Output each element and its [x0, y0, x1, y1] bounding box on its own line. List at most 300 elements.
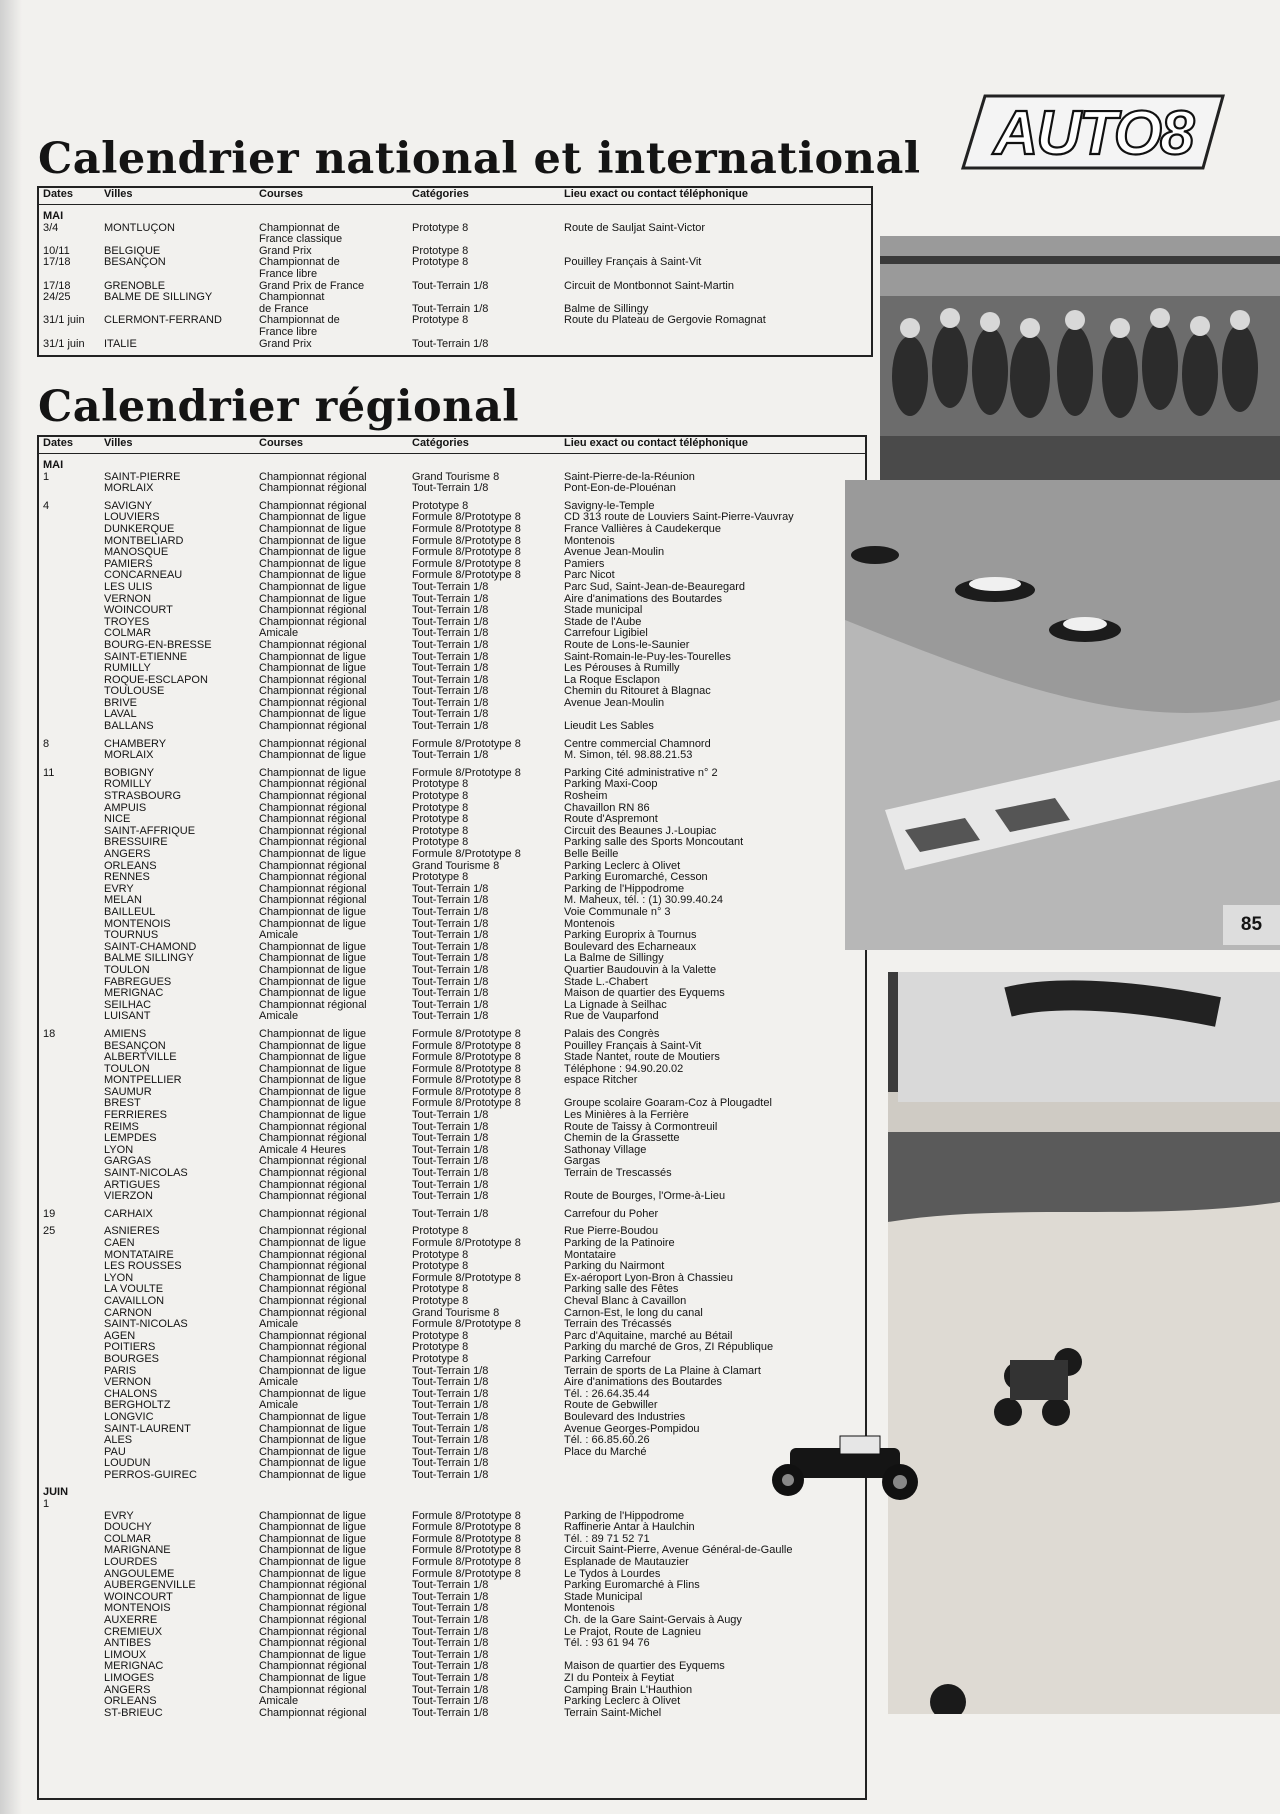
category-cell: Formule 8/Prototype 8	[412, 1237, 521, 1249]
category-cell: Tout-Terrain 1/8	[412, 952, 489, 965]
date-cell: 31/1 juin	[43, 337, 85, 350]
city-cell: COLMAR	[104, 1532, 152, 1545]
location-cell: Tél. : 89 71 52 71	[564, 1532, 650, 1545]
header-city-cell: Villes	[104, 437, 133, 449]
location-cell: Circuit Saint-Pierre, Avenue Général-de-Gaulle	[564, 1544, 793, 1557]
table-row	[39, 930, 865, 942]
month-label: MAI	[43, 459, 64, 471]
table-row	[39, 257, 871, 269]
category-cell: Formule 8/Prototype 8	[412, 546, 521, 559]
category-cell: Tout-Terrain 1/8	[412, 1207, 489, 1220]
location-cell: Carnon-Est, le long du canal	[564, 1306, 703, 1319]
race-cell: Championnat régional	[259, 1625, 367, 1638]
regional-calendar-table	[37, 435, 867, 1800]
location-cell: Parking Euromarché, Cesson	[564, 871, 708, 884]
city-cell: ORLEANS	[104, 1695, 157, 1708]
table-row	[39, 721, 865, 733]
category-cell: Tout-Terrain 1/8	[412, 580, 489, 593]
race-cell: Championnat régional	[259, 720, 367, 733]
location-cell: Chemin du Ritouret à Blagnac	[564, 685, 711, 698]
city-cell: SEILHAC	[104, 998, 152, 1011]
city-cell: MONTENOIS	[104, 917, 171, 930]
category-cell: Prototype 8	[412, 1329, 469, 1342]
race-cell: Championnat de ligue	[259, 1590, 367, 1603]
category-cell: Tout-Terrain 1/8	[412, 1683, 489, 1696]
location-cell: Parc Sud, Saint-Jean-de-Beauregard	[564, 580, 745, 593]
table-row	[39, 849, 865, 861]
location-cell: Parking salle des Fêtes	[564, 1283, 679, 1296]
race-cell: Grand Prix de France	[259, 279, 365, 292]
race-cell: Championnat régional	[259, 1225, 367, 1238]
category-cell: Formule 8/Prototype 8	[412, 737, 521, 750]
city-cell: LIMOUX	[104, 1648, 147, 1661]
category-cell: Tout-Terrain 1/8	[412, 615, 489, 628]
race-cell: Championnat de ligue	[259, 1051, 367, 1064]
city-cell: LES ROUSSES	[104, 1260, 182, 1273]
race-cell: Championnat régional	[259, 871, 367, 884]
category-cell: Tout-Terrain 1/8	[412, 337, 489, 350]
location-cell: Parking du Nairmont	[564, 1260, 665, 1273]
race-cell: Championnat de ligue	[259, 1648, 367, 1661]
location-cell: Chavaillon RN 86	[564, 801, 650, 814]
race-cell: Championnat de ligue	[259, 848, 367, 860]
race-cell: Amicale 4 Heures	[259, 1143, 346, 1156]
location-cell: Parking Cité administrative n° 2	[564, 766, 718, 779]
category-cell: Tout-Terrain 1/8	[412, 673, 489, 686]
city-cell: MORLAIX	[104, 482, 154, 495]
date-cell: 10/11	[43, 244, 70, 257]
rc-buggy-cutout	[760, 1430, 930, 1505]
date-cell: 31/1 juin	[43, 314, 85, 327]
date-cell: 18	[43, 1027, 56, 1040]
category-cell: Prototype 8	[412, 221, 469, 234]
location-cell: Stade L.-Chabert	[564, 975, 648, 988]
race-cell: Championnat régional	[259, 859, 367, 872]
table-row	[39, 1110, 865, 1122]
city-cell: CLERMONT-FERRAND	[104, 314, 222, 327]
race-cell: Championnat de ligue	[259, 1509, 367, 1522]
race-cell: Championnat régional	[259, 1637, 367, 1650]
race-cell: Championnat de ligue	[259, 557, 367, 570]
race-cell: Championnat de ligue	[259, 522, 367, 535]
location-cell: Saint-Romain-le-Puy-les-Tourelles	[564, 650, 731, 663]
table-row	[39, 907, 865, 919]
race-cell: Championnat de	[259, 221, 340, 234]
race-cell: Championnat de ligue	[259, 987, 367, 1000]
race-cell: Championnat régional	[259, 737, 367, 750]
location-cell: Parking de l'Hippodrome	[564, 1509, 685, 1522]
category-cell: Formule 8/Prototype 8	[412, 1062, 521, 1075]
race-cell: Championnat régional	[259, 1190, 367, 1203]
location-cell: Lieudit Les Sables	[564, 720, 654, 733]
category-cell: Tout-Terrain 1/8	[412, 279, 489, 292]
month-section	[39, 1487, 865, 1499]
race-cell: Championnat de ligue	[259, 534, 367, 547]
race-cell: Championnat régional	[259, 470, 367, 483]
category-cell: Prototype 8	[412, 1283, 469, 1296]
location-cell: Parking de la Patinoire	[564, 1237, 675, 1249]
race-cell: Championnat régional	[259, 499, 367, 512]
category-cell: Tout-Terrain 1/8	[412, 987, 489, 1000]
race-cell: Championnat régional	[259, 1283, 367, 1296]
location-cell: Parking Maxi-Coop	[564, 778, 658, 791]
table-row	[39, 640, 865, 652]
category-cell: Formule 8/Prototype 8	[412, 569, 521, 582]
location-cell: Stade Nantet, route de Moutiers	[564, 1051, 720, 1064]
race-cell: Championnat régional	[259, 1120, 367, 1133]
race-cell: Championnat régional	[259, 998, 367, 1011]
city-cell: BALME DE SILLINGY	[104, 291, 213, 304]
city-cell: ORLEANS	[104, 859, 157, 872]
category-cell: Tout-Terrain 1/8	[412, 638, 489, 651]
city-cell: MONTBELIARD	[104, 534, 184, 547]
city-cell: ALES	[104, 1434, 133, 1447]
race-cell: Championnat de ligue	[259, 511, 367, 524]
table-row	[39, 1168, 865, 1180]
category-cell: Formule 8/Prototype 8	[412, 1027, 521, 1040]
category-cell: Formule 8/Prototype 8	[412, 1544, 521, 1557]
table-row	[39, 1209, 865, 1221]
city-cell: AUBERGENVILLE	[104, 1579, 196, 1592]
city-cell: TOULON	[104, 1062, 150, 1075]
month-label: MAI	[43, 210, 64, 222]
category-cell: Tout-Terrain 1/8	[412, 1637, 489, 1650]
race-cell: Championnat régional	[259, 1614, 367, 1626]
table-row	[39, 269, 871, 281]
location-cell: Cheval Blanc à Cavaillon	[564, 1294, 687, 1307]
race-cell: Championnat	[259, 291, 325, 304]
city-cell: SAINT-LAURENT	[104, 1422, 191, 1435]
table-row	[39, 223, 871, 235]
location-cell: Balme de Sillingy	[564, 302, 649, 315]
category-cell: Prototype 8	[412, 824, 469, 837]
location-cell: Chemin de la Grassette	[564, 1132, 680, 1145]
location-cell: espace Ritcher	[564, 1074, 638, 1087]
race-cell: Championnat de ligue	[259, 569, 367, 582]
race-cell: Championnat de ligue	[259, 1671, 367, 1684]
category-cell: Tout-Terrain 1/8	[412, 905, 489, 918]
table-header	[39, 437, 865, 454]
race-cell: Championnat de ligue	[259, 1544, 367, 1557]
city-cell: GARGAS	[104, 1155, 152, 1168]
city-cell: ROQUE-ESCLAPON	[104, 673, 208, 686]
city-cell: TOURNUS	[104, 929, 159, 942]
category-cell: Tout-Terrain 1/8	[412, 1010, 489, 1023]
category-cell: Tout-Terrain 1/8	[412, 1120, 489, 1133]
city-cell: LYON	[104, 1271, 134, 1284]
category-cell: Formule 8/Prototype 8	[412, 1509, 521, 1522]
city-cell: ITALIE	[104, 337, 137, 350]
city-cell: LONGVIC	[104, 1410, 154, 1423]
location-cell: Ch. de la Gare Saint-Gervais à Augy	[564, 1614, 742, 1626]
table-row	[39, 791, 865, 803]
race-cell: Championnat régional	[259, 1294, 367, 1307]
category-cell: Tout-Terrain 1/8	[412, 1364, 489, 1377]
category-cell: Grand Tourisme 8	[412, 470, 500, 483]
race-track-photo	[845, 480, 1280, 950]
race-cell: Championnat de ligue	[259, 952, 367, 965]
category-cell: Tout-Terrain 1/8	[412, 1706, 489, 1719]
category-cell: Tout-Terrain 1/8	[412, 662, 489, 675]
city-cell: CHAMBERY	[104, 737, 167, 750]
location-cell: Stade de l'Aube	[564, 615, 642, 628]
city-cell: ALBERTVILLE	[104, 1051, 177, 1064]
city-cell: VIERZON	[104, 1190, 153, 1203]
city-cell: SAINT-ETIENNE	[104, 650, 188, 663]
category-cell: Tout-Terrain 1/8	[412, 1143, 489, 1156]
table-row	[39, 1377, 865, 1389]
location-cell: La Balme de Sillingy	[564, 952, 664, 965]
month-label: JUIN	[43, 1486, 69, 1499]
table-row	[39, 1238, 865, 1250]
category-cell: Tout-Terrain 1/8	[412, 604, 489, 617]
city-cell: CAVAILLON	[104, 1294, 165, 1307]
table-row	[39, 988, 865, 1000]
location-cell: Terrain Saint-Michel	[564, 1706, 662, 1719]
category-cell: Tout-Terrain 1/8	[412, 929, 489, 942]
header-race-cell: Courses	[259, 437, 304, 449]
off-road-buggy-photo	[888, 972, 1280, 1714]
category-cell: Formule 8/Prototype 8	[412, 1085, 521, 1098]
race-cell: Championnat régional	[259, 813, 367, 826]
city-cell: LA VOULTE	[104, 1283, 164, 1296]
city-cell: MELAN	[104, 894, 142, 907]
category-cell: Formule 8/Prototype 8	[412, 1521, 521, 1534]
location-cell: Terrain des Trécassés	[564, 1318, 672, 1331]
table-row	[39, 315, 871, 327]
race-cell: Championnat de ligue	[259, 1567, 367, 1580]
category-cell: Prototype 8	[412, 1341, 469, 1354]
location-cell: Parking Euromarché à Flins	[564, 1579, 700, 1592]
race-cell: Amicale	[259, 1695, 299, 1708]
city-cell: ANGERS	[104, 848, 151, 860]
table-row	[39, 1354, 865, 1366]
category-cell: Formule 8/Prototype 8	[412, 1097, 521, 1110]
city-cell: TOULOUSE	[104, 685, 165, 698]
category-cell: Tout-Terrain 1/8	[412, 1579, 489, 1592]
category-cell: Prototype 8	[412, 778, 469, 791]
location-cell: Tél. : 66.85.60.26	[564, 1434, 650, 1447]
location-cell: Voie Communale n° 3	[564, 905, 671, 918]
page-number: 85	[1223, 905, 1280, 945]
city-cell: CREMIEUX	[104, 1625, 163, 1638]
category-cell: Prototype 8	[412, 1352, 469, 1365]
race-cell: Championnat régional	[259, 894, 367, 907]
city-cell: BREST	[104, 1097, 141, 1110]
city-cell: SAUMUR	[104, 1085, 152, 1098]
table-row	[39, 1470, 865, 1482]
category-cell: Tout-Terrain 1/8	[412, 975, 489, 988]
location-cell: Pouilley Français à Saint-Vit	[564, 1039, 702, 1052]
category-cell: Tout-Terrain 1/8	[412, 998, 489, 1011]
svg-text:AUTO8: AUTO8	[993, 99, 1193, 168]
race-cell: Championnat de ligue	[259, 1364, 367, 1377]
city-cell: CHALONS	[104, 1387, 158, 1400]
table-row	[39, 1296, 865, 1308]
race-cell: Championnat de ligue	[259, 580, 367, 593]
race-cell: France classique	[259, 233, 343, 246]
city-cell: BESANÇON	[104, 256, 166, 269]
city-cell: MORLAIX	[104, 749, 154, 762]
category-cell: Tout-Terrain 1/8	[412, 302, 489, 315]
race-cell: Championnat de ligue	[259, 975, 367, 988]
race-cell: Championnat de ligue	[259, 1387, 367, 1400]
location-cell: Téléphone : 94.90.20.02	[564, 1062, 684, 1075]
race-cell: Championnat de ligue	[259, 1410, 367, 1423]
date-cell: 1	[43, 1498, 50, 1511]
location-cell: Montataire	[564, 1248, 616, 1261]
city-cell: EVRY	[104, 1509, 134, 1522]
date-cell: 25	[43, 1225, 56, 1238]
category-cell: Tout-Terrain 1/8	[412, 1132, 489, 1145]
location-cell: Parc d'Aquitaine, marché au Bétail	[564, 1329, 733, 1342]
city-cell: POITIERS	[104, 1341, 156, 1354]
city-cell: NICE	[104, 813, 131, 826]
race-cell: Championnat de	[259, 256, 340, 269]
location-cell: Tél. : 26.64.35.44	[564, 1387, 650, 1400]
category-cell: Prototype 8	[412, 499, 469, 512]
location-cell: Esplanade de Mautauzier	[564, 1556, 689, 1569]
race-cell: Championnat régional	[259, 801, 367, 814]
location-cell: Les Pérouses à Rumilly	[564, 662, 680, 675]
race-cell: Championnat régional	[259, 615, 367, 628]
city-cell: BELGIQUE	[104, 244, 161, 257]
location-cell: Parking salle des Sports Moncoutant	[564, 836, 744, 849]
category-cell: Tout-Terrain 1/8	[412, 917, 489, 930]
date-cell: 1	[43, 470, 50, 483]
race-cell: Championnat régional	[259, 790, 367, 803]
location-cell: Route de Bourges, l'Orme-à-Lieu	[564, 1190, 726, 1203]
race-cell: Championnat régional	[259, 1132, 367, 1145]
race-cell: Championnat de	[259, 314, 340, 327]
header-date-cell: Dates	[43, 437, 73, 449]
table-row	[39, 1191, 865, 1203]
table-row	[39, 1319, 865, 1331]
location-cell: Gargas	[564, 1155, 601, 1168]
race-cell: Championnat régional	[259, 1706, 367, 1719]
city-cell: BRIVE	[104, 696, 138, 709]
category-cell: Tout-Terrain 1/8	[412, 650, 489, 663]
location-cell: Stade Municipal	[564, 1590, 643, 1603]
location-cell: Parking Europrix à Tournus	[564, 929, 697, 942]
location-cell: France Vallières à Caudekerque	[564, 522, 721, 535]
race-cell: Grand Prix	[259, 337, 312, 350]
location-cell: Les Minières à la Ferrière	[564, 1109, 689, 1122]
race-cell: Championnat régional	[259, 778, 367, 791]
table-row	[39, 483, 865, 495]
city-cell: CONCARNEAU	[104, 569, 183, 582]
category-cell: Prototype 8	[412, 801, 469, 814]
location-cell: Route de Gebwiller	[564, 1399, 658, 1412]
city-cell: RUMILLY	[104, 662, 151, 675]
category-cell: Formule 8/Prototype 8	[412, 766, 521, 779]
category-cell: Tout-Terrain 1/8	[412, 1410, 489, 1423]
location-cell: Rosheim	[564, 790, 608, 803]
city-cell: LEMPDES	[104, 1132, 157, 1145]
date-cell: 19	[43, 1207, 56, 1220]
city-cell: PAMIERS	[104, 557, 153, 570]
city-cell: LAVAL	[104, 708, 137, 721]
location-cell: Aire d'animations des Boutardes	[564, 592, 723, 605]
category-cell: Prototype 8	[412, 871, 469, 884]
category-cell: Formule 8/Prototype 8	[412, 1051, 521, 1064]
race-cell: Championnat régional	[259, 482, 367, 495]
location-cell: Centre commercial Chamnord	[564, 737, 711, 750]
category-cell: Tout-Terrain 1/8	[412, 1190, 489, 1203]
category-cell: Grand Tourisme 8	[412, 859, 500, 872]
race-cell: Championnat régional	[259, 1155, 367, 1168]
header-date-cell: Dates	[43, 188, 73, 200]
city-cell: LOUVIERS	[104, 511, 160, 524]
location-cell: Avenue Georges-Pompidou	[564, 1422, 700, 1435]
location-cell: Route de Sauljat Saint-Victor	[564, 221, 706, 234]
city-cell: ST-BRIEUC	[104, 1706, 163, 1719]
location-cell: Camping Brain L'Hauthion	[564, 1683, 693, 1696]
race-cell: Championnat de ligue	[259, 592, 367, 605]
category-cell: Tout-Terrain 1/8	[412, 685, 489, 698]
category-cell: Prototype 8	[412, 1225, 469, 1238]
location-cell: Groupe scolaire Goaram-Coz à Plougadtel	[564, 1097, 772, 1110]
location-cell: Circuit de Montbonnot Saint-Martin	[564, 279, 734, 292]
category-cell: Tout-Terrain 1/8	[412, 1445, 489, 1458]
location-cell: Rue de Vauparfond	[564, 1010, 659, 1023]
location-cell: Palais des Congrès	[564, 1027, 660, 1040]
race-cell: Championnat de ligue	[259, 708, 367, 721]
race-cell: Championnat régional	[259, 1178, 367, 1191]
city-cell: LOURDES	[104, 1556, 158, 1569]
category-cell: Prototype 8	[412, 314, 469, 327]
category-cell: Tout-Terrain 1/8	[412, 894, 489, 907]
category-cell: Tout-Terrain 1/8	[412, 1602, 489, 1615]
city-cell: DOUCHY	[104, 1521, 152, 1534]
table-row	[39, 1615, 865, 1627]
race-cell: Championnat régional	[259, 1683, 367, 1696]
city-cell: LOUDUN	[104, 1457, 151, 1470]
month-section	[39, 211, 871, 223]
race-cell: de France	[259, 302, 309, 315]
spectators-photo	[880, 236, 1280, 496]
race-cell: Amicale	[259, 929, 299, 942]
city-cell: AMIENS	[104, 1027, 147, 1040]
location-cell: Pouilley Français à Saint-Vit	[564, 256, 702, 269]
location-cell: Parking Carrefour	[564, 1352, 651, 1365]
city-cell: BOBIGNY	[104, 766, 155, 779]
category-cell: Tout-Terrain 1/8	[412, 1109, 489, 1122]
race-cell: Championnat régional	[259, 638, 367, 651]
city-cell: ASNIERES	[104, 1225, 160, 1238]
city-cell: DUNKERQUE	[104, 522, 175, 535]
location-cell: La Lignade à Seilhac	[564, 998, 667, 1011]
national-calendar-table	[37, 186, 873, 357]
auto8-logo	[955, 92, 1225, 172]
city-cell: PARIS	[104, 1364, 137, 1377]
table-row	[39, 605, 865, 617]
date-cell: 3/4	[43, 221, 59, 234]
location-cell: Route du Plateau de Gergovie Romagnat	[564, 314, 766, 327]
date-cell: 11	[43, 766, 55, 779]
race-cell: Grand Prix	[259, 244, 312, 257]
city-cell: SAINT-PIERRE	[104, 470, 181, 483]
category-cell: Prototype 8	[412, 256, 469, 269]
location-cell: Maison de quartier des Eyquems	[564, 987, 725, 1000]
city-cell: WOINCOURT	[104, 1590, 173, 1603]
header-category-cell: Catégories	[412, 437, 469, 449]
city-cell: REIMS	[104, 1120, 139, 1133]
race-cell: Championnat régional	[259, 1248, 367, 1261]
city-cell: GRENOBLE	[104, 279, 166, 292]
category-cell: Tout-Terrain 1/8	[412, 1614, 489, 1626]
location-cell: Belle Beille	[564, 848, 619, 860]
